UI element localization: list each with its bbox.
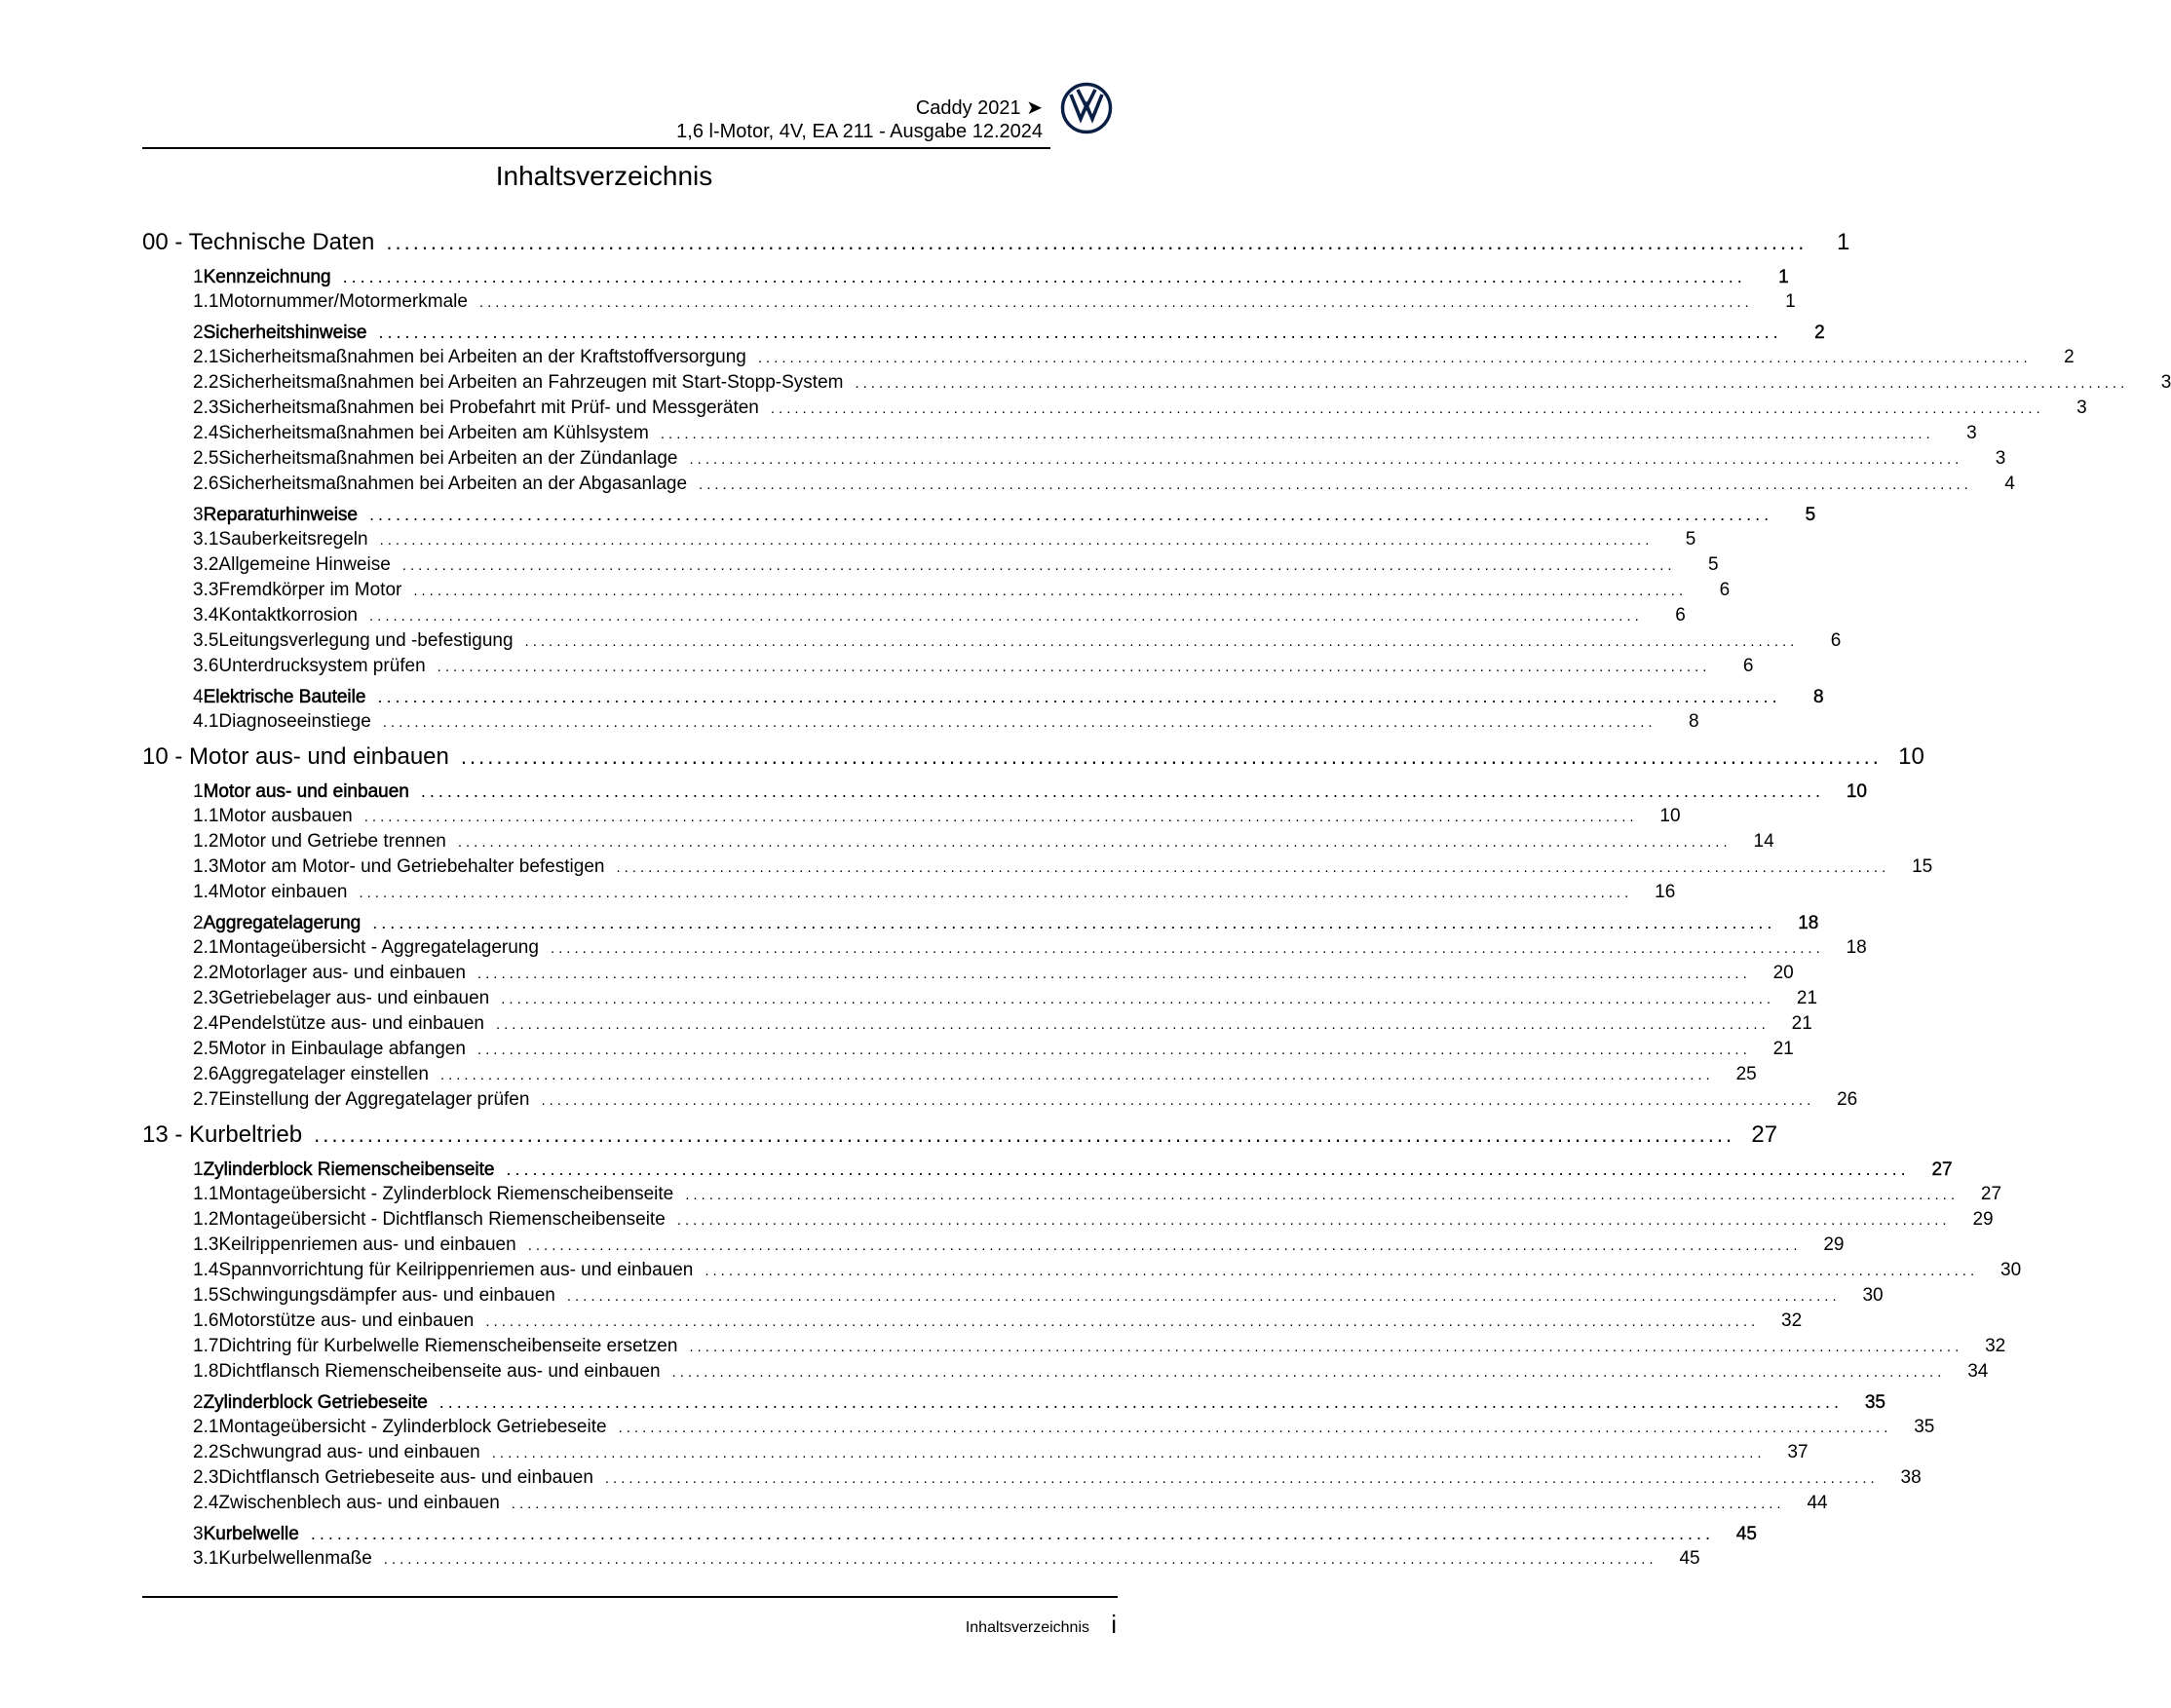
toc-entry-number: 2.1 [193, 937, 219, 958]
toc-leader-dots: ................................................................................................................................................................ [541, 1092, 1815, 1109]
toc-leader-dots: ................................................................................................................................................................ [437, 659, 1711, 675]
toc-entry-page: 32 [1985, 1336, 2006, 1356]
toc-leader-dots: ................................................................................................................................................................ [438, 1392, 1843, 1412]
toc-entry-number: 2.5 [193, 448, 219, 469]
toc-entry-label: Kontaktkorrosion [218, 605, 358, 626]
toc-leader-dots: ................................................................................................................................................................ [383, 1551, 1657, 1568]
header-subtitle: 1,6 l-Motor, 4V, EA 211 - Ausgabe 12.2024 [676, 121, 1043, 142]
toc-entry-page: 32 [1781, 1310, 1803, 1331]
toc-sub-row[interactable] [142, 1207, 1994, 1233]
toc-entry-number: 1.3 [193, 856, 219, 877]
toc-sub-row[interactable] [142, 709, 1699, 735]
toc-entry-page: 6 [1675, 605, 1686, 626]
toc-sub-row[interactable] [142, 421, 1977, 446]
toc-entry-page: 27 [1980, 1184, 2002, 1204]
toc-entry-label: Zwischenblech aus- und einbauen [218, 1493, 500, 1513]
toc-entry-page: 8 [1813, 687, 1824, 707]
toc-entry-number: 3.3 [193, 580, 219, 600]
toc-entry-number: 2.2 [193, 372, 219, 393]
toc-entry-number: 2.1 [193, 347, 219, 367]
toc-entry-number: 1 [193, 267, 204, 287]
toc-entry-number: 3.4 [193, 605, 219, 626]
toc-leader-dots: ................................................................................................................................................................ [369, 608, 1643, 625]
toc-entry-page: 21 [1796, 988, 1818, 1008]
toc-entry-page: 18 [1798, 913, 1819, 933]
toc-chapter-row[interactable] [142, 1119, 1778, 1152]
toc-entry-number: 1.2 [193, 831, 219, 852]
toc-entry-number: 1.3 [193, 1234, 219, 1255]
toc-entry-page: 44 [1807, 1493, 1828, 1513]
toc-entry-label: Sicherheitsmaßnahmen bei Arbeiten an der Kraftstoffversorgung [218, 347, 746, 367]
toc-sub-row[interactable] [142, 986, 1818, 1011]
toc-entry-number: 1 [193, 1159, 204, 1180]
toc-entry-label: Aggregatelager einstellen [218, 1064, 429, 1084]
toc-entry-page: 3 [1966, 423, 1977, 443]
toc-leader-dots: ................................................................................................................................................................ [439, 1067, 1714, 1083]
toc-leader-dots: ................................................................................................................................................................ [685, 1187, 1960, 1203]
toc-sub-row[interactable] [142, 1491, 1828, 1516]
toc-entry-page: 5 [1805, 505, 1816, 525]
toc-entry-page: 3 [2160, 372, 2171, 393]
toc-entry-number: 2 [193, 1392, 204, 1413]
toc-leader-dots: ................................................................................................................................................................ [457, 834, 1732, 851]
toc-entry-page: 16 [1655, 882, 1676, 902]
footer-label: Inhaltsverzeichnis [965, 1619, 1089, 1636]
toc-entry-number: 2.2 [193, 963, 219, 983]
toc-entry-number: 3 [193, 505, 204, 525]
toc-entry-page: 6 [1830, 630, 1842, 651]
toc-leader-dots: ................................................................................................................................................................ [359, 885, 1633, 901]
toc-entry-page: 38 [1900, 1467, 1922, 1488]
toc-entry-page: 6 [1742, 656, 1754, 676]
toc-sub-row[interactable] [142, 854, 1933, 880]
toc-entry-label: Kurbelwellenmaße [218, 1548, 372, 1569]
toc-entry-page: 6 [1719, 580, 1731, 600]
toc-leader-dots: ................................................................................................................................................................ [310, 1524, 1714, 1543]
toc-leader-dots: ................................................................................................................................................................ [386, 230, 1808, 254]
toc-chapter-row[interactable] [142, 226, 1850, 259]
toc-leader-dots: ................................................................................................................................................................ [501, 991, 1775, 1007]
toc-entry-label: Elektrische Bauteile [203, 687, 366, 707]
toc-entry-label: Sicherheitsmaßnahmen bei Probefahrt mit Prüf- und Messgeräten [218, 398, 759, 418]
toc-leader-dots: ................................................................................................................................................................ [460, 744, 1882, 769]
toc-section-row[interactable] [142, 911, 1819, 935]
toc-entry-number: 1.1 [193, 1184, 219, 1204]
toc-leader-dots: ................................................................................................................................................................ [506, 1159, 1910, 1179]
toc-entry-number: 1 [193, 781, 204, 802]
toc-entry-label: Unterdrucksystem prüfen [218, 656, 426, 676]
toc-entry-label: Reparaturhinweise [203, 505, 358, 525]
toc-entry-page: 21 [1791, 1013, 1812, 1034]
toc-entry-label: Montageübersicht - Zylinderblock Getriebeseite [218, 1417, 607, 1437]
toc-sub-row[interactable] [142, 935, 1867, 961]
toc-leader-dots: ................................................................................................................................................................ [379, 532, 1654, 549]
toc-entry-label: 13 - Kurbeltrieb [142, 1121, 303, 1148]
toc-entry-label: Diagnoseeinstiege [218, 711, 371, 732]
toc-entry-label: Dichtring für Kurbelwelle Riemenscheibenseite ersetzen [218, 1336, 678, 1356]
toc-entry-number: 1.5 [193, 1285, 219, 1306]
toc-entry-label: Sicherheitsmaßnahmen bei Arbeiten an der Abgasanlage [218, 474, 688, 494]
toc-entry-label: Montageübersicht - Aggregatelagerung [218, 937, 539, 958]
toc-sub-row[interactable] [142, 1359, 1989, 1385]
toc-leader-dots: ................................................................................................................................................................ [420, 781, 1824, 801]
toc-entry-page: 20 [1772, 963, 1794, 983]
table-of-contents [142, 226, 2171, 1572]
toc-leader-dots: ................................................................................................................................................................ [616, 859, 1890, 876]
toc-entry-page: 3 [2076, 398, 2087, 418]
toc-entry-page: 26 [1837, 1089, 1858, 1110]
toc-entry-label: Sicherheitsmaßnahmen bei Arbeiten an der Zündanlage [218, 448, 678, 469]
toc-entry-page: 45 [1735, 1524, 1757, 1544]
toc-leader-dots: ................................................................................................................................................................ [363, 809, 1638, 825]
vw-logo-icon [1060, 82, 1113, 134]
toc-sub-row[interactable] [142, 527, 1696, 552]
toc-sub-row[interactable] [142, 1415, 1935, 1440]
toc-entry-label: Getriebelager aus- und einbauen [218, 988, 490, 1008]
toc-leader-dots: ................................................................................................................................................................ [476, 966, 1751, 982]
toc-entry-label: Dichtflansch Getriebeseite aus- und einbauen [218, 1467, 593, 1488]
toc-sub-row[interactable] [142, 1258, 2022, 1283]
toc-sub-row[interactable] [142, 1465, 1922, 1491]
toc-entry-number: 1.6 [193, 1310, 219, 1331]
toc-entry-label: 10 - Motor aus- und einbauen [142, 743, 449, 770]
toc-entry-number: 1.1 [193, 291, 219, 312]
toc-entry-page: 3 [1995, 448, 2006, 469]
toc-sub-row[interactable] [142, 370, 2171, 396]
toc-sub-row[interactable] [142, 1283, 1884, 1309]
toc-sub-row[interactable] [142, 1546, 1700, 1572]
toc-sub-row[interactable] [142, 1011, 1812, 1037]
toc-entry-page: 30 [1862, 1285, 1884, 1306]
toc-sub-row[interactable] [142, 880, 1676, 905]
toc-sub-row[interactable] [142, 654, 1754, 679]
toc-entry-number: 2.6 [193, 1064, 219, 1084]
toc-entry-page: 15 [1912, 856, 1933, 877]
toc-entry-page: 14 [1753, 831, 1774, 852]
toc-entry-label: Zylinderblock Getriebeseite [203, 1392, 428, 1413]
toc-entry-page: 30 [2000, 1260, 2022, 1280]
toc-entry-label: Dichtflansch Riemenscheibenseite aus- und einbauen [218, 1361, 661, 1382]
header-model: Caddy 2021 ➤ [915, 97, 1043, 119]
toc-entry-label: Sicherheitshinweise [203, 323, 367, 343]
toc-leader-dots: ................................................................................................................................................................ [660, 426, 1934, 442]
toc-entry-number: 2 [193, 323, 204, 343]
toc-entry-label: Sicherheitsmaßnahmen bei Arbeiten an Fahrzeugen mit Start-Stopp-System [218, 372, 844, 393]
page-title: Inhaltsverzeichnis [495, 161, 713, 191]
toc-entry-label: Allgemeine Hinweise [218, 554, 391, 575]
toc-leader-dots: ................................................................................................................................................................ [676, 1212, 1951, 1229]
toc-leader-dots: ................................................................................................................................................................ [855, 375, 2129, 392]
toc-leader-dots: ................................................................................................................................................................ [604, 1470, 1879, 1487]
toc-entry-page: 2 [1814, 323, 1825, 343]
toc-entry-number: 3 [193, 1524, 204, 1544]
toc-leader-dots: ................................................................................................................................................................ [527, 1237, 1802, 1254]
toc-leader-dots: ................................................................................................................................................................ [491, 1445, 1766, 1461]
toc-section-row[interactable] [142, 685, 1824, 709]
toc-sub-row[interactable] [142, 1309, 1803, 1334]
toc-sub-row[interactable] [142, 1334, 2006, 1359]
toc-leader-dots: ................................................................................................................................................................ [689, 451, 1963, 468]
toc-entry-page: 27 [1931, 1159, 1953, 1180]
toc-entry-label: Zylinderblock Riemenscheibenseite [203, 1159, 495, 1180]
toc-entry-page: 29 [1823, 1234, 1845, 1255]
toc-sub-row[interactable] [142, 829, 1774, 854]
toc-entry-label: Schwungrad aus- und einbauen [218, 1442, 480, 1462]
toc-leader-dots: ................................................................................................................................................................ [413, 583, 1688, 599]
toc-entry-label: Motorlager aus- und einbauen [218, 963, 466, 983]
toc-entry-page: 1 [1785, 291, 1796, 312]
toc-entry-page: 5 [1708, 554, 1719, 575]
toc-sub-row[interactable] [142, 628, 1842, 654]
toc-entry-number: 3.1 [193, 529, 219, 550]
toc-entry-number: 2.6 [193, 474, 219, 494]
toc-sub-row[interactable] [142, 603, 1686, 628]
toc-entry-page: 2 [2064, 347, 2075, 367]
toc-leader-dots: ................................................................................................................................................................ [689, 1339, 1963, 1355]
toc-entry-page: 25 [1735, 1064, 1757, 1084]
toc-sub-row[interactable] [142, 472, 2015, 497]
toc-entry-page: 1 [1836, 229, 1850, 255]
toc-entry-number: 3.2 [193, 554, 219, 575]
toc-entry-label: Motor am Motor- und Getriebehalter befestigen [218, 856, 605, 877]
toc-entry-page: 29 [1972, 1209, 1994, 1230]
toc-entry-label: 00 - Technische Daten [142, 229, 375, 255]
toc-entry-number: 2 [193, 913, 204, 933]
toc-entry-label: Motor einbauen [218, 882, 348, 902]
toc-section-row[interactable] [142, 503, 1816, 527]
toc-entry-page: 10 [1898, 743, 1924, 770]
toc-entry-page: 4 [2004, 474, 2015, 494]
toc-entry-label: Pendelstütze aus- und einbauen [218, 1013, 484, 1034]
toc-entry-page: 45 [1679, 1548, 1700, 1569]
toc-entry-label: Fremdkörper im Motor [218, 580, 402, 600]
toc-entry-number: 4.1 [193, 711, 219, 732]
toc-entry-number: 4 [193, 687, 204, 707]
toc-entry-page: 37 [1787, 1442, 1809, 1462]
toc-section-row[interactable] [142, 1390, 1885, 1415]
toc-entry-number: 2.4 [193, 1493, 219, 1513]
toc-entry-label: Kurbelwelle [203, 1524, 299, 1544]
toc-entry-label: Schwingungsdämpfer aus- und einbauen [218, 1285, 555, 1306]
toc-leader-dots: ................................................................................................................................................................ [369, 505, 1773, 524]
toc-section-row[interactable] [142, 779, 1867, 804]
toc-chapter-row[interactable] [142, 740, 1924, 774]
toc-entry-label: Kennzeichnung [203, 267, 331, 287]
toc-entry-page: 10 [1846, 781, 1867, 802]
toc-leader-dots: ................................................................................................................................................................ [382, 714, 1657, 731]
toc-entry-number: 1.8 [193, 1361, 219, 1382]
toc-entry-label: Montageübersicht - Zylinderblock Riemenscheibenseite [218, 1184, 674, 1204]
toc-leader-dots: ................................................................................................................................................................ [485, 1313, 1760, 1330]
toc-entry-number: 2.5 [193, 1039, 219, 1059]
toc-entry-label: Einstellung der Aggregatelager prüfen [218, 1089, 530, 1110]
toc-sub-row[interactable] [142, 396, 2087, 421]
toc-entry-number: 2.2 [193, 1442, 219, 1462]
header-rule [142, 147, 1050, 149]
toc-entry-number: 2.3 [193, 988, 219, 1008]
toc-leader-dots: ................................................................................................................................................................ [476, 1042, 1751, 1058]
toc-leader-dots: ................................................................................................................................................................ [495, 1016, 1770, 1033]
toc-entry-label: Motorstütze aus- und einbauen [218, 1310, 475, 1331]
toc-entry-label: Aggregatelagerung [203, 913, 362, 933]
toc-sub-row[interactable] [142, 345, 2075, 370]
toc-entry-number: 2.3 [193, 1467, 219, 1488]
toc-sub-row[interactable] [142, 289, 1796, 315]
toc-sub-row[interactable] [142, 1233, 1845, 1258]
toc-sub-row[interactable] [142, 961, 1794, 986]
toc-entry-number: 1.4 [193, 882, 219, 902]
toc-sub-row[interactable] [142, 1182, 2002, 1207]
toc-entry-page: 1 [1778, 267, 1789, 287]
toc-sub-row[interactable] [142, 1087, 1858, 1113]
toc-entry-label: Sauberkeitsregeln [218, 529, 368, 550]
toc-entry-label: Sicherheitsmaßnahmen bei Arbeiten am Kühlsystem [218, 423, 649, 443]
toc-entry-label: Leitungsverlegung und -befestigung [218, 630, 514, 651]
footer-rule [142, 1596, 1118, 1598]
toc-entry-page: 18 [1846, 937, 1867, 958]
toc-leader-dots: ................................................................................................................................................................ [342, 267, 1746, 286]
toc-sub-row[interactable] [142, 446, 2006, 472]
toc-leader-dots: ................................................................................................................................................................ [524, 633, 1799, 650]
toc-entry-page: 21 [1772, 1039, 1794, 1059]
toc-entry-label: Motornummer/Motormerkmale [218, 291, 468, 312]
toc-sub-row[interactable] [142, 1440, 1809, 1465]
toc-section-row[interactable] [142, 1522, 1757, 1546]
toc-entry-number: 3.6 [193, 656, 219, 676]
toc-leader-dots: ................................................................................................................................................................ [511, 1496, 1785, 1512]
toc-sub-row[interactable] [142, 552, 1719, 578]
toc-entry-number: 2.3 [193, 398, 219, 418]
toc-entry-page: 27 [1751, 1121, 1778, 1148]
toc-entry-page: 34 [1967, 1361, 1989, 1382]
toc-leader-dots: ................................................................................................................................................................ [314, 1122, 1735, 1147]
toc-entry-number: 2.4 [193, 423, 219, 443]
toc-leader-dots: ................................................................................................................................................................ [757, 350, 2032, 366]
toc-leader-dots: ................................................................................................................................................................ [566, 1288, 1841, 1305]
toc-entry-number: 1.2 [193, 1209, 219, 1230]
toc-entry-label: Motor aus- und einbauen [203, 781, 409, 802]
toc-entry-label: Motor in Einbaulage abfangen [218, 1039, 466, 1059]
toc-leader-dots: ................................................................................................................................................................ [401, 557, 1676, 574]
toc-section-row[interactable] [142, 1158, 1953, 1182]
toc-entry-page: 10 [1659, 806, 1681, 826]
toc-entry-page: 8 [1688, 711, 1699, 732]
toc-entry-number: 2.1 [193, 1417, 219, 1437]
toc-leader-dots: ................................................................................................................................................................ [478, 294, 1753, 311]
toc-section-row[interactable] [142, 321, 1825, 345]
toc-leader-dots: ................................................................................................................................................................ [377, 687, 1781, 706]
toc-section-row[interactable] [142, 265, 1789, 289]
toc-entry-page: 35 [1864, 1392, 1885, 1413]
toc-leader-dots: ................................................................................................................................................................ [618, 1420, 1892, 1436]
toc-leader-dots: ................................................................................................................................................................ [378, 323, 1782, 342]
toc-entry-label: Motor und Getriebe trennen [218, 831, 446, 852]
toc-entry-page: 5 [1685, 529, 1696, 550]
toc-entry-label: Keilrippenriemen aus- und einbauen [218, 1234, 516, 1255]
toc-entry-number: 3.5 [193, 630, 219, 651]
toc-entry-label: Spannvorrichtung für Keilrippenriemen aus- und einbauen [218, 1260, 694, 1280]
toc-entry-page: 35 [1914, 1417, 1935, 1437]
toc-leader-dots: ................................................................................................................................................................ [770, 400, 2044, 417]
toc-entry-number: 1.7 [193, 1336, 219, 1356]
footer-page-number: i [1111, 1610, 1117, 1639]
toc-sub-row[interactable] [142, 578, 1731, 603]
toc-leader-dots: ................................................................................................................................................................ [372, 913, 1776, 932]
toc-leader-dots: ................................................................................................................................................................ [699, 476, 1972, 493]
toc-sub-row[interactable] [142, 1062, 1757, 1087]
toc-entry-number: 3.1 [193, 1548, 219, 1569]
toc-entry-number: 1.4 [193, 1260, 219, 1280]
toc-sub-row[interactable] [142, 804, 1681, 829]
toc-sub-row[interactable] [142, 1037, 1794, 1062]
toc-leader-dots: ................................................................................................................................................................ [705, 1263, 1979, 1279]
toc-entry-label: Montageübersicht - Dichtflansch Riemenscheibenseite [218, 1209, 666, 1230]
toc-entry-label: Motor ausbauen [218, 806, 353, 826]
toc-entry-number: 2.7 [193, 1089, 219, 1110]
toc-entry-number: 1.1 [193, 806, 219, 826]
toc-entry-number: 2.4 [193, 1013, 219, 1034]
toc-leader-dots: ................................................................................................................................................................ [550, 940, 1824, 957]
toc-leader-dots: ................................................................................................................................................................ [671, 1364, 1946, 1381]
